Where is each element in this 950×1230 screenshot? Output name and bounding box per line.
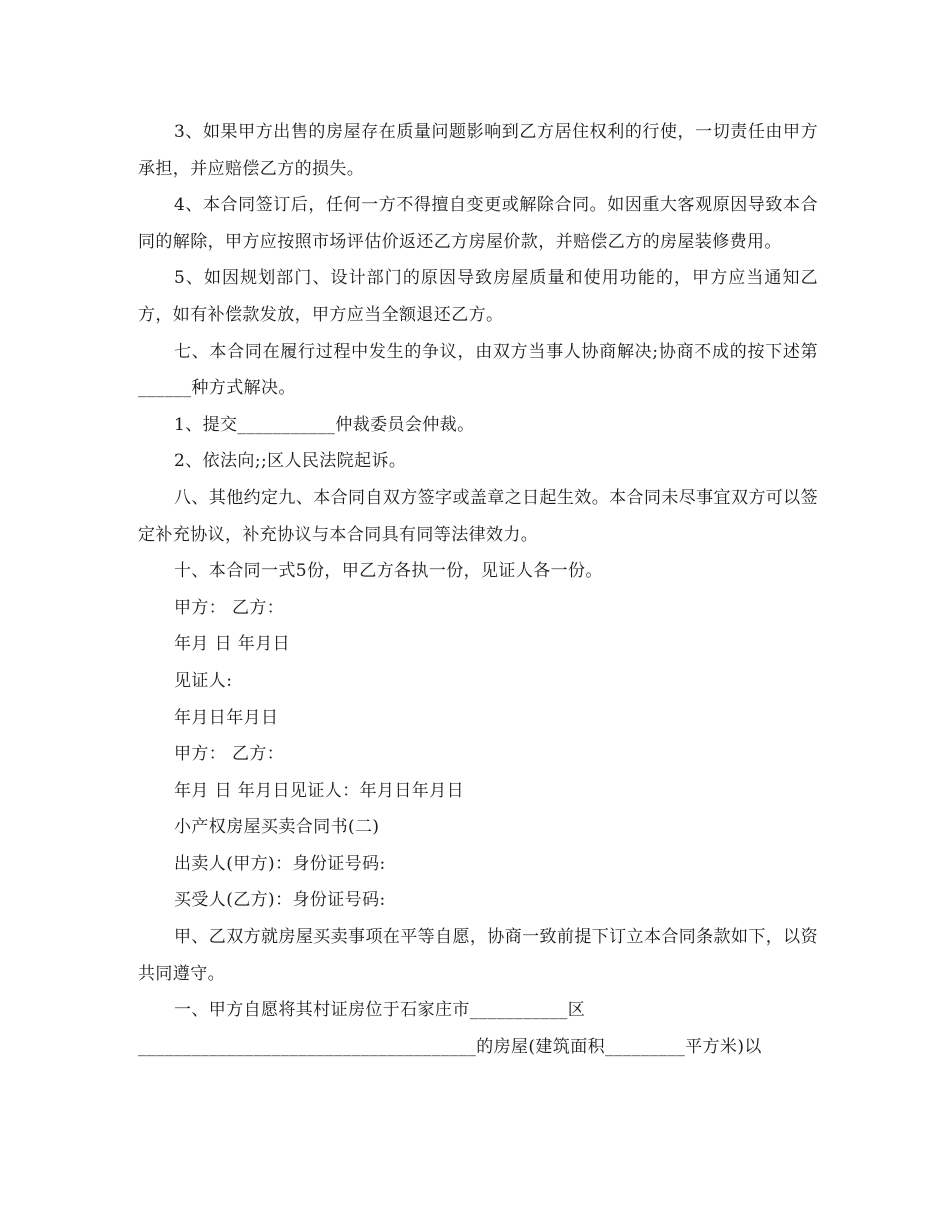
paragraph-section-7: 七、本合同在履行过程中发生的争议，由双方当事人协商解决;协商不成的按下述第______种方式解决。 [138,341,818,399]
signature-date-witness-line: 年月 日 年月日见证人：年月日年月日 [174,780,465,801]
paragraph-article-1-cont: ______________________________________的房屋(建筑面积_________平方米)以 [138,1036,762,1057]
witness-date-line: 年月日年月日 [174,707,279,728]
paragraph-arbitration: 1、提交___________仲裁委员会仲裁。 [174,414,475,435]
signature-parties-line-2: 甲方： 乙方： [174,744,285,765]
signature-parties-line: 甲方： 乙方： [174,597,285,618]
buyer-line: 买受人(乙方)：身份证号码: [174,890,386,911]
signature-date-line: 年月 日 年月日 [174,634,291,655]
paragraph-clause-4: 4、本合同签订后，任何一方不得擅自变更或解除合同。如因重大客观原因导致本合同的解除，甲方应按照市场评估价返还乙方房屋价款，并赔偿乙方的房屋装修费用。 [138,195,818,252]
paragraph-section-8-9: 八、其他约定九、本合同自双方签字或盖章之日起生效。本合同未尽事宜双方可以签定补充协议，补充协议与本合同具有同等法律效力。 [138,487,818,545]
contract-2-title: 小产权房屋买卖合同书(二) [174,817,380,838]
paragraph-lawsuit: 2、依法向;;区人民法院起诉。 [174,451,407,472]
witness-label: 见证人: [174,670,233,691]
document-body [138,114,818,1065]
seller-line: 出卖人(甲方)：身份证号码: [174,853,386,874]
paragraph-clause-3: 3、如果甲方出售的房屋存在质量问题影响到乙方居住权利的行使，一切责任由甲方承担，并应赔偿乙方的损失。 [138,122,818,179]
paragraph-preamble: 甲、乙双方就房屋买卖事项在平等自愿，协商一致前提下订立本合同条款如下，以资共同遵守。 [138,927,818,984]
paragraph-clause-5: 5、如因规划部门、设计部门的原因导致房屋质量和使用功能的，甲方应当通知乙方，如有补偿款发放，甲方应当全额退还乙方。 [138,268,818,325]
paragraph-article-1: 一、甲方自愿将其村证房位于石家庄市___________区 [174,1000,586,1021]
paragraph-section-10: 十、本合同一式5份，甲乙方各执一份，见证人各一份。 [174,561,603,582]
